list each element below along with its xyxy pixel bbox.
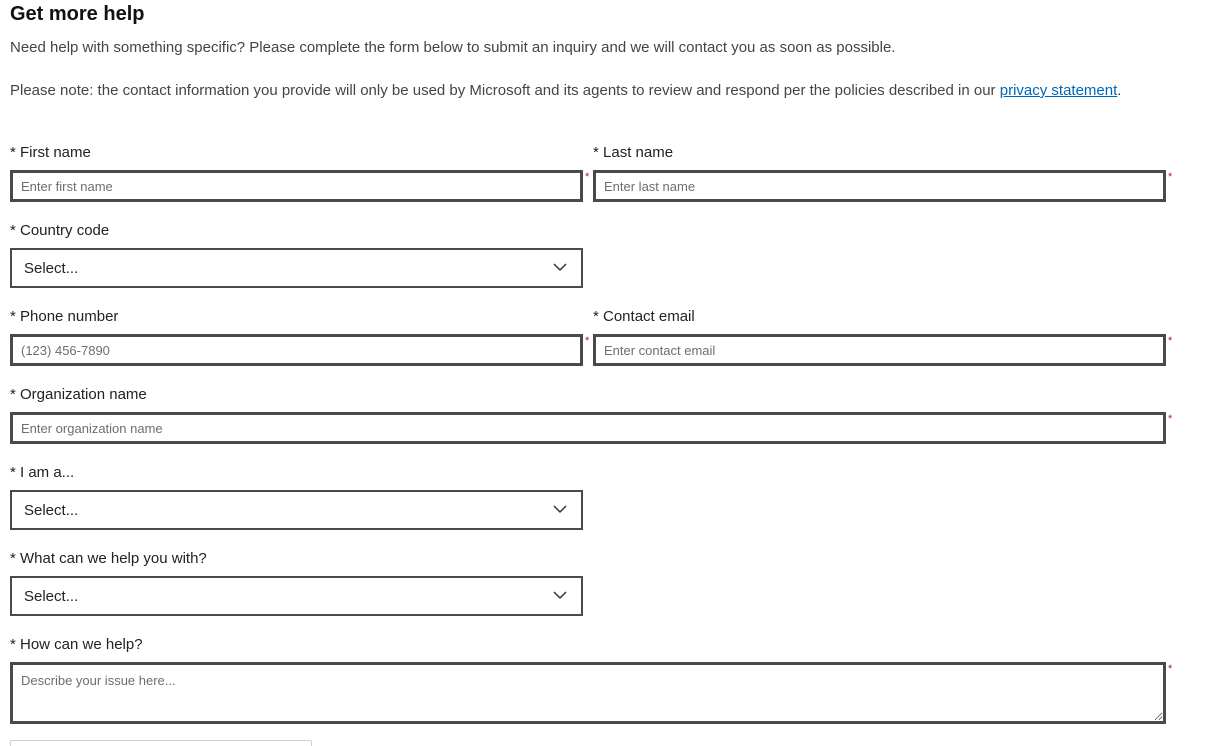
required-marker: * [1168,171,1173,183]
description-label: * How can we help? [10,636,143,653]
submit-button[interactable] [10,740,312,746]
required-marker: * [1168,335,1173,347]
role-value: Select... [24,501,79,519]
last-name-input[interactable] [593,170,1166,202]
chevron-down-icon [553,504,567,514]
required-marker: * [585,335,590,347]
country-code-label: * Country code [10,222,110,239]
topic-label: * What can we help you with? [10,550,207,567]
role-label: * I am a... [10,464,75,481]
privacy-note-suffix: . [1117,82,1122,99]
contact-email-input[interactable] [593,334,1166,366]
description-textarea[interactable] [10,662,1166,724]
organization-name-input[interactable] [10,412,1166,444]
first-name-label: * First name [10,144,91,161]
country-code-select[interactable] [10,248,583,288]
chevron-down-icon [553,590,567,600]
required-marker: * [1168,663,1173,675]
last-name-label: * Last name [593,144,674,161]
organization-name-label: * Organization name [10,386,147,403]
phone-number-label: * Phone number [10,308,119,325]
role-select[interactable] [10,490,583,530]
topic-value: Select... [24,587,79,605]
required-marker: * [585,171,590,183]
page-title: Get more help [10,3,145,25]
chevron-down-icon [553,262,567,272]
country-code-value: Select... [24,259,79,277]
topic-select[interactable] [10,576,583,616]
privacy-note-text: Please note: the contact information you provide will only be used by Microsoft and its agents to review and respond per the policies described in our [10,82,1000,99]
contact-email-label: * Contact email [593,308,695,325]
first-name-input[interactable] [10,170,583,202]
privacy-note [10,79,1170,103]
phone-number-input[interactable] [10,334,583,366]
intro-text: Need help with something specific? Please complete the form below to submit an inquiry and we will contact you as soon as possible. [10,39,896,56]
required-marker: * [1168,413,1173,425]
privacy-statement-link[interactable]: privacy statement [999,82,1118,99]
